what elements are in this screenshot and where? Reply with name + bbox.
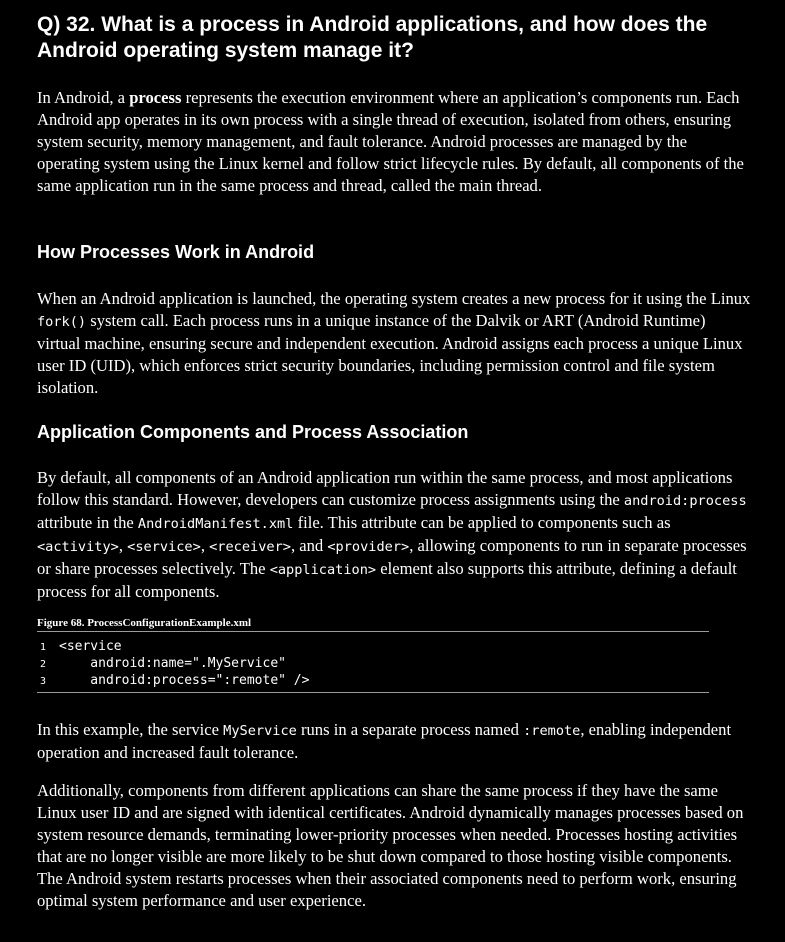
inline-code: :remote bbox=[523, 723, 581, 739]
line-number: 2 bbox=[40, 659, 47, 670]
section-heading-how-processes-work: How Processes Work in Android bbox=[37, 242, 315, 262]
inline-code: <application> bbox=[269, 562, 377, 578]
text-span: , bbox=[118, 536, 128, 555]
text-span: In Android, a bbox=[37, 88, 130, 107]
text-span: element also supports this attribute, defining a default process for all components. bbox=[37, 559, 737, 601]
section-heading-components: Application Components and Process Association bbox=[37, 422, 469, 442]
inline-code: android:process bbox=[623, 493, 747, 509]
inline-code: <service> bbox=[127, 539, 201, 555]
code-text: <service bbox=[59, 639, 122, 654]
section2-paragraph bbox=[37, 467, 753, 603]
text-span: , and bbox=[290, 536, 328, 555]
question-title: Q) 32. What is a process in Android applications, and how does the Android operating system manage it? bbox=[37, 13, 708, 62]
inline-code: MyService bbox=[223, 723, 297, 739]
figure-bottom-rule bbox=[37, 692, 709, 693]
inline-code: <provider> bbox=[327, 539, 410, 555]
text-span: , enabling independent operation and increased fault tolerance. bbox=[37, 720, 732, 762]
intro-paragraph bbox=[37, 87, 753, 197]
text-span: system call. Each process runs in a unique instance of the Dalvik or ART (Android Runtime) virtual machine, ensuring secure and independent execution. Android assigns each process a unique Linux user ID (UID), which enforces strict security boundaries, including permission control and file system isolation. bbox=[37, 311, 743, 397]
closing-paragraph: Additionally, components from different applications can share the same process if they have the same Linux user ID and are signed with identical certificates. Android dynamically manages processes based on system resource demands, terminating lower-priority processes when needed. Processes hosting activities that are no longer visible are more likely to be shut down compared to those hosting visible components. The Android system restarts processes when their associated components need to perform work, ensuring optimal system performance and user experience. bbox=[37, 781, 744, 910]
line-number: 3 bbox=[40, 676, 47, 687]
section1-paragraph bbox=[37, 288, 753, 399]
text-span: file. This attribute can be applied to components such as bbox=[293, 513, 671, 532]
code-line bbox=[37, 638, 709, 655]
code-line bbox=[37, 672, 709, 689]
text-span: , bbox=[200, 536, 210, 555]
figure-caption: Figure 68. ProcessConfigurationExample.xml bbox=[37, 617, 252, 629]
inline-code: <receiver> bbox=[209, 539, 291, 555]
code-text: android:process=":remote" /> bbox=[59, 673, 310, 688]
inline-code: AndroidManifest.xml bbox=[137, 516, 294, 532]
example-paragraph bbox=[37, 719, 753, 764]
code-text: android:name=".MyService" bbox=[59, 656, 286, 671]
text-span: attribute in the bbox=[37, 513, 138, 532]
text-span: In this example, the service bbox=[37, 720, 224, 739]
figure-top-rule bbox=[37, 631, 709, 632]
text-span: By default, all components of an Android application run within the same process, and most applications follow this standard. However, developers can customize process assignments using the bbox=[37, 468, 733, 509]
text-span: runs in a separate process named bbox=[296, 720, 524, 739]
line-number: 1 bbox=[40, 642, 47, 653]
bold-term: process bbox=[129, 88, 182, 107]
code-listing bbox=[37, 638, 709, 689]
text-span: When an Android application is launched, the operating system creates a new process for it using the Linux bbox=[37, 289, 751, 308]
text-span: represents the execution environment where an application’s components run. Each Android app operates in its own process with a single thread of execution, isolated from others, ensuring system security, memory management, and fault tolerance. Android processes are managed by the operating system using the Linux kernel and follow strict lifecycle rules. By default, all components of the same application run in the same process and thread, called the main thread. bbox=[37, 88, 744, 195]
code-line bbox=[37, 655, 709, 672]
text-span: , allowing components to run in separate processes or share processes selectively. The bbox=[37, 536, 747, 578]
inline-code: <activity> bbox=[37, 539, 119, 555]
inline-code: fork() bbox=[37, 314, 87, 330]
